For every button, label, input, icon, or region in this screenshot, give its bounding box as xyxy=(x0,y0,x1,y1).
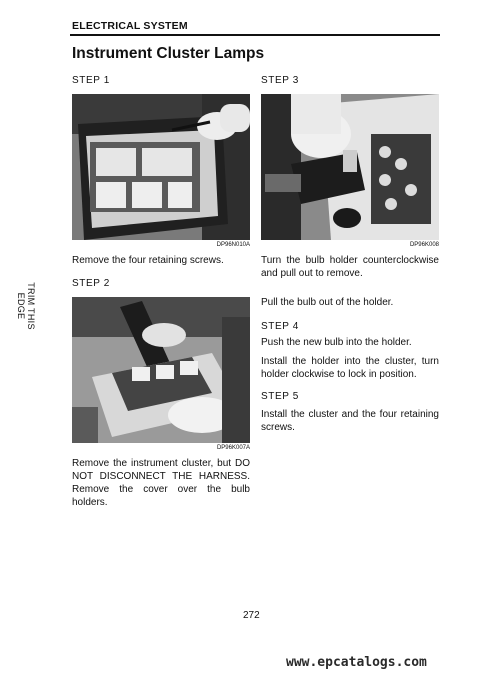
step-2-text: Remove the instrument cluster, but DO NOT DISCONNECT THE HARNESS. Remove the cover over the bulb holders. xyxy=(72,458,250,508)
step-4-text-2: Install the holder into the cluster, turn holder clockwise to lock in position. xyxy=(261,356,439,380)
step-1-label: STEP 1 xyxy=(72,75,110,86)
step-2-label: STEP 2 xyxy=(72,278,110,289)
step-5-text: Install the cluster and the four retaining screws. xyxy=(261,409,439,433)
step-5-label: STEP 5 xyxy=(261,391,299,402)
watermark: www.epcatalogs.com xyxy=(286,655,427,670)
page-number: 272 xyxy=(243,610,260,621)
step-1-photo xyxy=(72,94,250,240)
step-2-caption: DP96K007A xyxy=(216,445,250,451)
header-rule xyxy=(70,34,440,36)
page-title: Instrument Cluster Lamps xyxy=(72,45,265,62)
step-4-label: STEP 4 xyxy=(261,321,299,332)
step-3-photo xyxy=(261,94,439,240)
step-3-text-2: Pull the bulb out of the holder. xyxy=(261,297,394,308)
step-3-caption: DP96K008 xyxy=(409,242,439,248)
step-1-caption: DP96N010A xyxy=(216,242,250,248)
header-section-label: ELECTRICAL SYSTEM xyxy=(72,20,188,32)
step-2-photo xyxy=(72,297,250,443)
step-3-label: STEP 3 xyxy=(261,75,299,86)
step-1-text: Remove the four retaining screws. xyxy=(72,255,224,266)
trim-edge-label: TRIM THIS EDGE xyxy=(16,282,36,330)
step-3-text-1: Turn the bulb holder counterclockwise and pull out to remove. xyxy=(261,255,439,279)
step-4-text-1: Push the new bulb into the holder. xyxy=(261,337,412,348)
